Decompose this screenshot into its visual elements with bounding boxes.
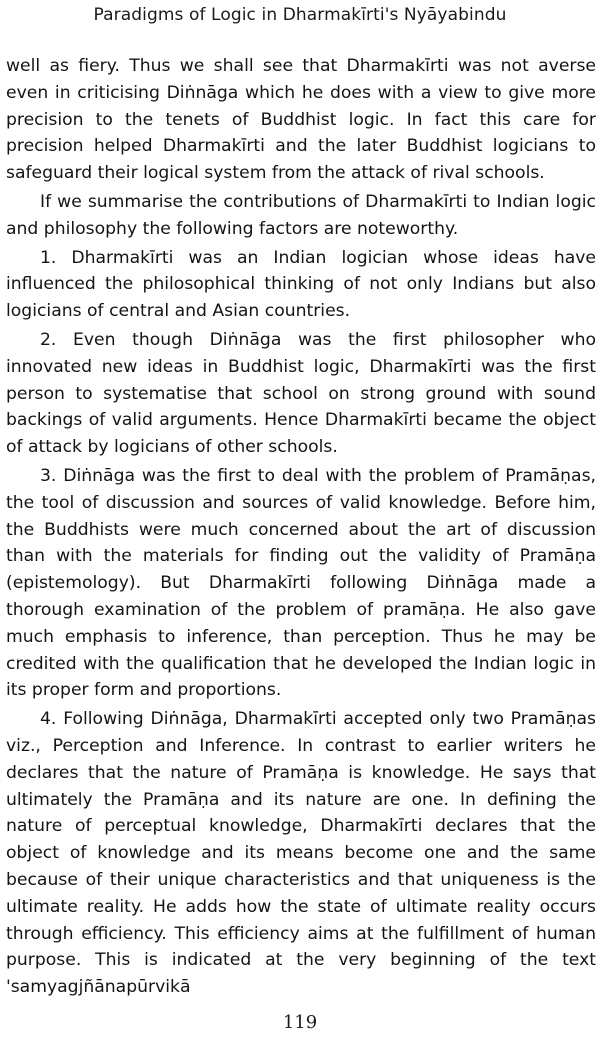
- paragraph-point-4: 4. Following Diṅnāga, Dharmakīrti accepted only two Pramāṇas viz., Perception and Inference. In contrast to earlier writers he declares that the nature of Pramāṇa is knowledge. He says that ultimately the Pramāṇa and its nature are one. In defining the nature of perceptual knowledge, Dharmakīrti declares that the object of knowledge and its means become one and the same because of their unique characteristics and that uniqueness is the ultimate reality. He adds how the state of ultimate reality occurs through efficiency. This efficiency aims at the fulfillment of human purpose. This is indicated at the very beginning of the text 'samyagjñānapūrvikā: [6, 709, 596, 998]
- body-text: [6, 53, 596, 1001]
- running-head: Paradigms of Logic in Dharmakīrti's Nyāyabindu: [93, 5, 507, 25]
- paragraph-point-1: 1. Dharmakīrti was an Indian logician whose ideas have influenced the philosophical thinking of not only Indians but also logicians of central and Asian countries.: [6, 247, 596, 322]
- paragraph-continuation: well as fiery. Thus we shall see that Dharmakīrti was not averse even in criticising Diṅnāga which he does with a view to give more precision to the tenets of Buddhist logic. In fact this care for precision helped Dharmakīrti and the later Buddhist logicians to safeguard their logical system from the attack of rival schools.: [6, 56, 596, 184]
- paragraph-point-2: 2. Even though Diṅnāga was the first philosopher who innovated new ideas in Buddhist logic, Dharmakīrti was the first person to systematise that school on strong ground with sound backings of valid arguments. Hence Dharmakīrti became the object of attack by logicians of other schools.: [6, 329, 596, 458]
- paragraph-point-3: 3. Diṅnāga was the first to deal with the problem of Pramāṇas, the tool of discussion and sources of valid knowledge. Before him, the Buddhists were much concerned about the art of discussion than with the materials for finding out the validity of Pramāṇa (epistemology). But Dharmakīrti following Diṅnāga made a thorough examination of the problem of pramāṇa. He also gave much emphasis to inference, than perception. Thus he may be credited with the qualification that he developed the Indian logic in its proper form and proportions.: [6, 465, 596, 701]
- paragraph-summary-intro: If we summarise the contributions of Dharmakīrti to Indian logic and philosophy the following factors are noteworthy.: [6, 191, 596, 239]
- page-number: 119: [282, 1012, 318, 1033]
